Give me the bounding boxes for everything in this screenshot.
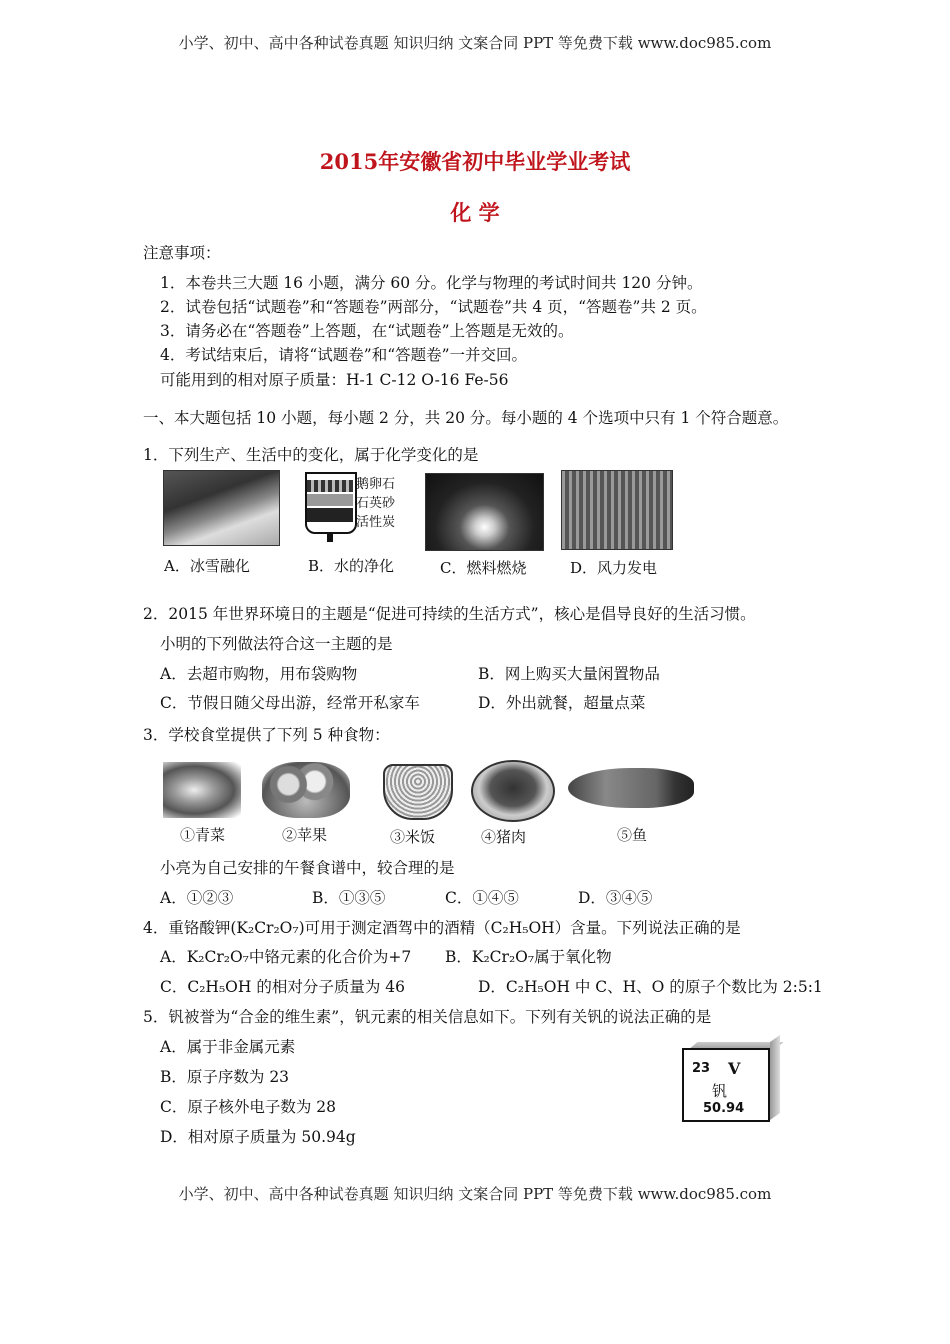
- q3-option-d: D．③④⑤: [578, 889, 653, 907]
- element-atomic-number: 23: [692, 1061, 711, 1076]
- q2-option-c: C．节假日随父母出游，经常开私家车: [160, 694, 420, 712]
- q3-stem: 3．学校食堂提供了下列 5 种食物：: [143, 726, 390, 744]
- atomic-mass-note: 可能用到的相对原子质量：H-1 C-12 O-16 Fe-56: [160, 371, 509, 389]
- q1-image-wind-power: [561, 470, 673, 550]
- q4-stem: 4．重铬酸钾(K₂Cr₂O₇)可用于测定酒驾中的酒精（C₂H₅OH）含量。下列说法正确的是: [143, 919, 741, 937]
- q3-image-pork: [471, 760, 555, 822]
- filter-label-sand: 石英砂: [356, 496, 396, 511]
- notes-heading: 注意事项：: [143, 244, 221, 262]
- q1-image-water-filter: [305, 472, 355, 542]
- q3-image-rice: [383, 764, 453, 820]
- q2-option-b: B．网上购买大量闲置物品: [478, 665, 660, 683]
- q3-option-a: A．①②③: [160, 889, 234, 907]
- q5-stem: 5．钒被誉为“合金的维生素”，钒元素的相关信息如下。下列有关钒的说法正确的是: [143, 1008, 712, 1026]
- q1-stem: 1．下列生产、生活中的变化，属于化学变化的是: [143, 446, 479, 464]
- q3-food-3: ③米饭: [390, 828, 436, 846]
- q1-option-c: C．燃料燃烧: [440, 559, 527, 577]
- q4-option-a: A．K₂Cr₂O₇中铬元素的化合价为+7: [160, 948, 412, 966]
- q3-image-fish: [568, 768, 694, 808]
- page-header: 小学、初中、高中各种试卷真题 知识归纳 文案合同 PPT 等免费下载 www.doc985.com: [178, 34, 772, 52]
- tile-side-face: [770, 1035, 780, 1120]
- note-2: 2．试卷包括“试题卷”和“答题卷”两部分，“试题卷”共 4 页，“答题卷”共 2 页。: [160, 298, 707, 316]
- q1-option-a: A．冰雪融化: [164, 557, 250, 575]
- q5-option-b: B．原子序数为 23: [160, 1068, 290, 1086]
- q3-image-apples: [262, 762, 350, 818]
- q3-stem-2: 小亮为自己安排的午餐食谱中，较合理的是: [160, 859, 455, 877]
- q1-option-b: B．水的净化: [308, 557, 395, 575]
- filter-label-carbon: 活性炭: [356, 515, 396, 530]
- q2-option-a: A．去超市购物，用布袋购物: [160, 665, 358, 683]
- note-1: 1．本卷共三大题 16 小题，满分 60 分。化学与物理的考试时间共 120 分钟。: [160, 274, 703, 292]
- q3-food-1: ①青菜: [180, 826, 226, 844]
- note-3: 3．请务必在“答题卷”上答题，在“试题卷”上答题是无效的。: [160, 322, 574, 340]
- q3-food-2: ②苹果: [282, 826, 328, 844]
- note-4: 4．考试结束后，请将“试题卷”和“答题卷”一并交回。: [160, 346, 528, 364]
- q3-food-4: ④猪肉: [481, 828, 527, 846]
- q1-image-fuel-burning: [425, 473, 544, 551]
- q1-image-snow-melting: [163, 470, 280, 546]
- q1-option-d: D．风力发电: [570, 559, 658, 577]
- section-1-heading: 一、本大题包括 10 小题，每小题 2 分，共 20 分。每小题的 4 个选项中只有 1 个符合题意。: [143, 409, 789, 427]
- q3-option-b: B．①③⑤: [312, 889, 386, 907]
- q2-stem-2: 小明的下列做法符合这一主题的是: [160, 635, 393, 653]
- q3-option-c: C．①④⑤: [445, 889, 519, 907]
- q3-image-greens: [163, 762, 241, 818]
- filter-label-pebbles: 鹅卵石: [356, 477, 396, 492]
- subject-title: 化 学: [450, 200, 500, 225]
- q4-option-c: C．C₂H₅OH 的相对分子质量为 46: [160, 978, 405, 996]
- q3-food-5: ⑤鱼: [617, 826, 648, 844]
- q2-option-d: D．外出就餐，超量点菜: [478, 694, 646, 712]
- page-footer: 小学、初中、高中各种试卷真题 知识归纳 文案合同 PPT 等免费下载 www.doc985.com: [178, 1185, 772, 1203]
- q5-option-a: A．属于非金属元素: [160, 1038, 296, 1056]
- q4-option-b: B．K₂Cr₂O₇属于氧化物: [445, 948, 612, 966]
- element-symbol: V: [728, 1059, 741, 1078]
- q5-option-c: C．原子核外电子数为 28: [160, 1098, 337, 1116]
- q4-option-d: D．C₂H₅OH 中 C、H、O 的原子个数比为 2:5:1: [478, 978, 823, 996]
- exam-title: 2015年安徽省初中毕业学业考试: [319, 149, 631, 174]
- element-name: 钒: [712, 1082, 728, 1100]
- element-atomic-mass: 50.94: [703, 1101, 745, 1116]
- q2-stem: 2．2015 年世界环境日的主题是“促进可持续的生活方式”，核心是倡导良好的生活习惯。: [143, 605, 756, 623]
- q5-option-d: D．相对原子质量为 50.94g: [160, 1128, 356, 1146]
